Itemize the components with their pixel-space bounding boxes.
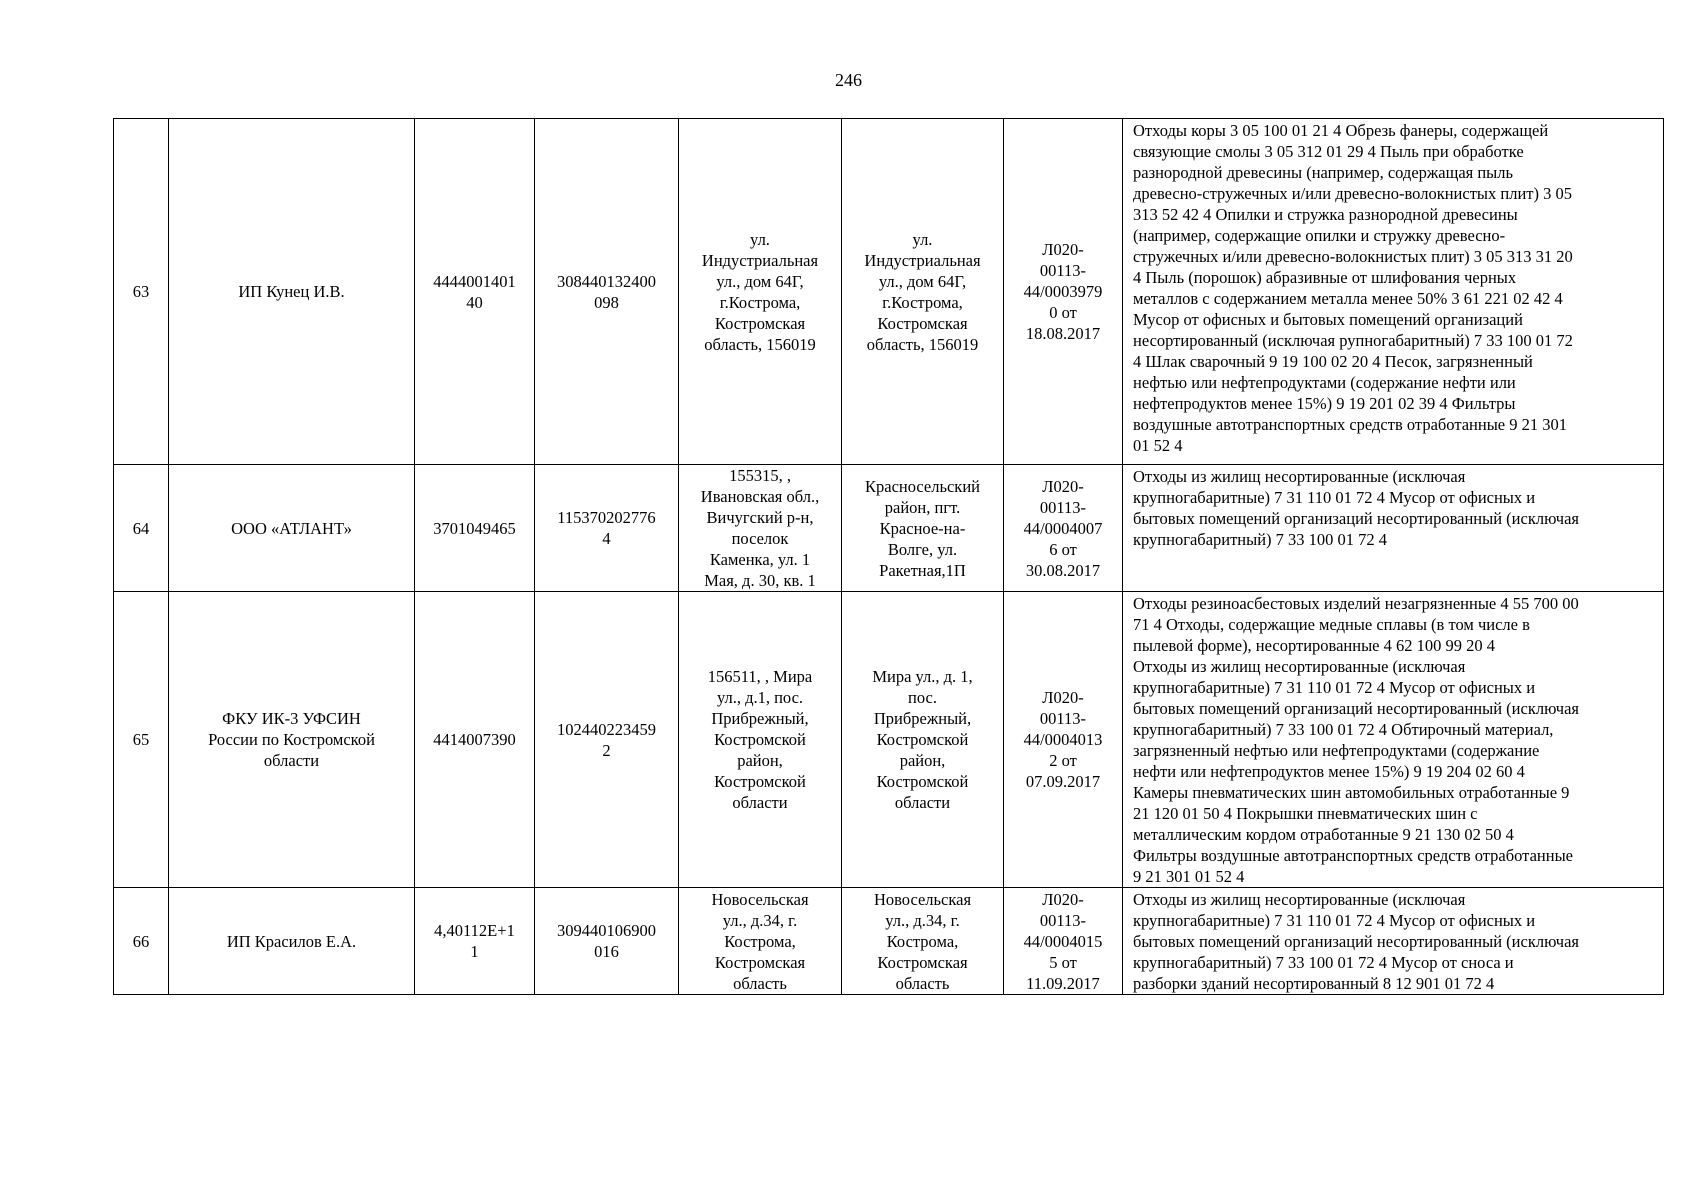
cell-text-line: область [733,973,787,993]
cell-text-line: область, 156019 [704,334,816,354]
cell-text-line: область [895,973,950,993]
cell-text-line: Индустриальная [701,250,819,270]
cell-text-line: крупногабаритные) 7 31 110 01 72 4 Мусор от офисных и [1133,488,1536,507]
cell-text-line: крупногабаритный) 7 33 100 01 72 4 [1133,530,1388,549]
cell-text-line: 30.08.2017 [1025,560,1101,580]
cell-text-line: Костромская [714,313,806,333]
cell-text-line: бытовых помещений организаций несортированный (исключая [1133,932,1579,951]
cell-text-line: Кострома, [724,931,796,951]
cell-text-line: загрязненный нефтью или нефтепродуктами (содержание [1133,741,1540,760]
cell-text-line: Ракетная,1П [879,560,966,580]
cell-text-line: ул. [750,229,770,249]
activity-site-cell [842,592,1004,888]
cell-text-line: Новосельская [711,889,809,909]
cell-text-line: 40 [466,292,483,312]
cell-text-line: 4 [602,529,611,548]
cell-text-line: 44/0004007 [1023,518,1103,538]
cell-text-line: нефтью или нефтепродуктами (содержание нефти или [1133,373,1516,392]
table-row [114,119,1664,465]
cell-text-line: 00113- [1039,709,1087,728]
cell-text-line: 156511, , Мира [707,667,813,686]
activity-site-cell [842,888,1004,995]
cell-text-line: связующие смолы 3 05 312 01 29 4 Пыль при обработке [1133,142,1524,161]
cell-text-line: бытовых помещений организаций несортированный (исключая [1133,509,1579,528]
ogrn-cell [535,592,679,888]
activity-site-cell [842,119,1004,465]
cell-text-line: район, [737,751,783,770]
cell-text-line: г.Кострома, [719,292,801,312]
table-row [114,465,1664,592]
row-number-cell: 65 [114,592,169,888]
cell-text-line: 2 [602,740,611,760]
cell-text-line: 308440132400 [557,271,656,291]
table-row [114,888,1664,995]
table-body [114,119,1664,995]
license-number-cell [1004,465,1123,592]
cell-text-line: нефтепродуктов менее 15%) 9 19 201 02 39 4 Фильтры [1133,394,1516,413]
cell-text-line: 2 от [1049,751,1077,770]
row-number-cell: 63 [114,119,169,465]
cell-text-line: Волге, ул. [887,539,958,559]
cell-text-line: Фильтры воздушные автотранспортных средств отработанные [1133,846,1573,865]
cell-text-line: древесно-стружечных и/или древесно-волокнистых плит) 3 05 [1133,184,1572,203]
cell-text-line: 3701049465 [433,518,516,538]
cell-text-line: Прибрежный, [873,709,972,728]
cell-text-line: разборки зданий несортированный 8 12 901 01 72 4 [1133,974,1495,993]
inn-cell [415,119,535,465]
cell-text-line: 44/0004013 [1023,730,1103,749]
cell-text-line: крупногабаритные) 7 31 110 01 72 4 Мусор от офисных и [1133,678,1536,697]
cell-text-line: Ивановская обл., [700,487,820,506]
ogrn-cell [535,888,679,995]
ogrn-cell [535,465,679,592]
cell-text-line: металлическим кордом отработанные 9 21 130 02 50 4 [1133,825,1514,844]
cell-text-line: 1 [470,942,479,961]
cell-text-line: Костромской [876,730,969,749]
license-number-cell [1004,888,1123,995]
cell-text-line: области [263,751,320,770]
cell-text-line: район, пгт. [884,497,961,517]
cell-text-line: 21 120 01 50 4 Покрышки пневматических шин с [1133,804,1478,823]
cell-text-line: области [894,793,951,812]
cell-text-line: 4444001401 [433,271,516,291]
organization-name-cell [169,119,415,465]
cell-text-line: 5 от [1049,952,1077,972]
cell-text-line: Камеры пневматических шин автомобильных отработанные 9 [1133,783,1570,802]
cell-text-line: 07.09.2017 [1025,772,1101,791]
cell-text-line: ул., дом 64Г, [716,271,804,291]
cell-text-line: разнородной древесины (например, содержащая пыль [1133,163,1514,182]
cell-text-line: крупногабаритный) 7 33 100 01 72 4 Мусор от сноса и [1133,953,1514,972]
cell-text-line: ул. [912,229,933,249]
activity-site-cell [842,465,1004,592]
cell-text-line: 01 52 4 [1133,436,1183,455]
cell-text-line: (например, содержащие опилки и стружку древесно- [1133,226,1506,245]
organization-name-cell [169,592,415,888]
cell-text-line: Костромская [877,313,968,333]
cell-text-line: 102440223459 [557,719,656,739]
inn-cell [415,465,535,592]
cell-text-line: бытовых помещений организаций несортированный (исключая [1133,699,1579,718]
cell-text-line: поселок [731,529,789,548]
cell-text-line: Отходы коры 3 05 100 01 21 4 Обрезь фанеры, содержащей [1133,121,1549,140]
cell-text-line: Красное-на- [879,518,966,538]
cell-text-line: пылевой форме), несортированные 4 62 100 99 20 4 [1133,636,1495,655]
cell-text-line: область, 156019 [866,334,979,354]
cell-text-line: ИП Красилов Е.А. [226,931,357,951]
cell-text-line: Костромской [714,772,806,791]
cell-text-line: Новосельская [873,889,972,909]
waste-types-cell [1123,888,1664,995]
cell-text-line: ул., д.1, пос. [716,688,804,707]
cell-text-line: район, [899,751,946,770]
cell-text-line: 4414007390 [433,730,516,749]
cell-text-line: области [732,793,788,812]
cell-text-line: Прибрежный, [711,709,809,728]
cell-text-line: Костромская [714,952,806,972]
ogrn-cell [535,119,679,465]
license-number-cell [1004,592,1123,888]
cell-text-line: Л020- [1042,688,1084,707]
cell-text-line: металлов с содержанием металла менее 50% 3 61 221 02 42 4 [1133,289,1563,308]
cell-text-line: крупногабаритный) 7 33 100 01 72 4 Обтирочный материал, [1133,720,1554,739]
cell-text-line: ул., дом 64Г, [878,271,967,291]
cell-text-line: пос. [908,688,937,707]
cell-text-line: г.Кострома, [882,292,963,312]
cell-text-line: 0 от [1049,303,1077,322]
cell-text-line: 00113- [1039,261,1087,280]
cell-text-line: 098 [594,292,619,312]
cell-text-line: 11.09.2017 [1026,973,1100,993]
cell-text-line: Отходы из жилищ несортированные (исключая [1133,467,1466,486]
cell-text-line: Индустриальная [864,250,981,270]
row-number-cell: 66 [114,888,169,995]
cell-text-line: 115370202776 [557,508,656,527]
cell-text-line: стружечных и/или древесно-волокнистых плит) 3 05 313 31 20 [1133,247,1573,266]
cell-text-line: России по Костромской [208,730,375,749]
cell-text-line: Мира ул., д. 1, [872,667,973,686]
legal-address-cell [679,888,842,995]
inn-cell [415,888,535,995]
table-row [114,592,1664,888]
cell-text-line: ул., д.34, г. [722,910,798,930]
legal-address-cell [679,119,842,465]
cell-text-line: 4 Пыль (порошок) абразивные от шлифования черных [1133,268,1517,287]
cell-text-line: Каменка, ул. 1 [709,550,811,569]
license-number-cell [1004,119,1123,465]
row-number-cell: 64 [114,465,169,592]
cell-text-line: 016 [594,942,619,961]
cell-text-line: несортированный (исключая рупногабаритный) 7 33 100 01 72 [1133,331,1573,350]
cell-text-line: Кострома, [886,931,959,951]
cell-text-line: 4 Шлак сварочный 9 19 100 02 20 4 Песок, загрязненный [1133,352,1533,371]
cell-text-line: Л020- [1042,889,1084,909]
legal-address-cell [679,465,842,592]
cell-text-line: 4,40112E+1 [434,921,515,940]
cell-text-line: Красносельский [864,476,980,496]
waste-types-cell [1123,119,1664,465]
cell-text-line: 309440106900 [557,921,656,940]
cell-text-line: Л020- [1042,476,1084,496]
cell-text-line: Костромской [714,730,806,749]
cell-text-line: Отходы из жилищ несортированные (исключая [1133,657,1466,676]
cell-text-line: 71 4 Отходы, содержащие медные сплавы (в том числе в [1133,615,1530,634]
cell-text-line: Костромской [876,772,969,791]
organization-name-cell [169,465,415,592]
waste-types-cell [1123,465,1664,592]
cell-text-line: 313 52 42 4 Опилки и стружка разнородной древесины [1133,205,1518,224]
cell-text-line: Отходы резиноасбестовых изделий незагрязненные 4 55 700 00 [1133,594,1579,613]
cell-text-line: Костромская [877,952,968,972]
page-number: 246 [835,70,862,90]
licensees-table [113,118,1664,995]
cell-text-line: Мусор от офисных и бытовых помещений организаций [1133,310,1523,329]
cell-text-line: Мая, д. 30, кв. 1 [704,571,816,590]
cell-text-line: Вичугский р-н, [706,508,814,527]
cell-text-line: 00113- [1039,497,1087,517]
cell-text-line: 9 21 301 01 52 4 [1133,867,1245,886]
cell-text-line: Отходы из жилищ несортированные (исключая [1133,890,1466,909]
cell-text-line: воздушные автотранспортных средств отработанные 9 21 301 [1133,415,1567,434]
cell-text-line: крупногабаритные) 7 31 110 01 72 4 Мусор от офисных и [1133,911,1536,930]
cell-text-line: нефти или нефтепродуктов менее 15%) 9 19 204 02 60 4 [1133,762,1525,781]
cell-text-line: Л020- [1042,240,1084,259]
cell-text-line: ФКУ ИК-3 УФСИН [222,709,361,728]
organization-name-cell [169,888,415,995]
waste-types-cell [1123,592,1664,888]
cell-text-line: 6 от [1049,539,1077,559]
cell-text-line: 44/0004015 [1023,931,1103,951]
cell-text-line: ИП Кунец И.В. [238,282,345,301]
cell-text-line: ул., д.34, г. [885,910,960,930]
cell-text-line: 18.08.2017 [1025,324,1101,343]
cell-text-line: 155315, , [729,466,791,485]
inn-cell [415,592,535,888]
cell-text-line: 44/0003979 [1023,282,1103,301]
cell-text-line: ООО «АТЛАНТ» [231,518,352,538]
cell-text-line: 00113- [1039,910,1087,930]
legal-address-cell [679,592,842,888]
